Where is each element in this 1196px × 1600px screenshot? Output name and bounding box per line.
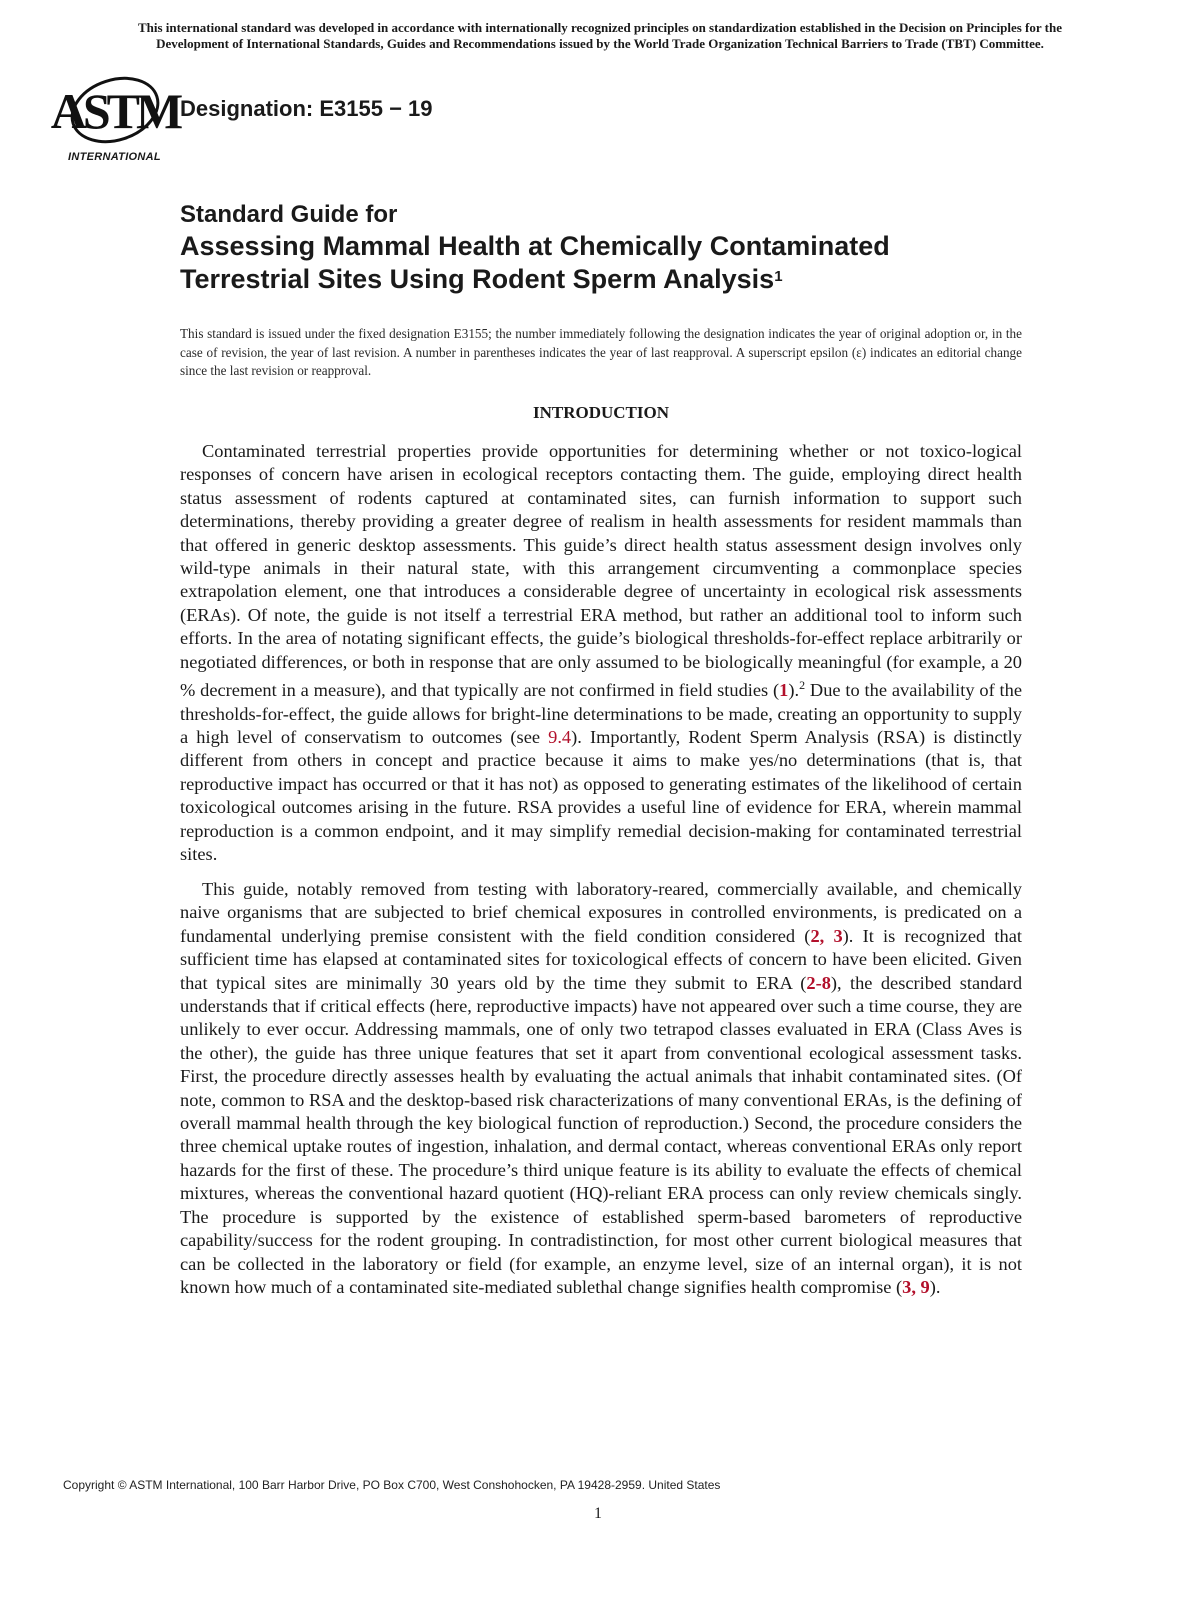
para1-text-2: ). <box>788 680 800 701</box>
para1-text-4: ). Importantly, Rodent Sperm Analysis (RSA) is distinctly different from others in concept and practice because it aims to make yes/no determinations (that is, that reproductive impact has occurred or that it has not) as opposed to generating estimates of the likelihood of certain toxicological outcomes arising in the future. RSA provides a useful line of evidence for ERA, wherein mammal reproduction is a common endpoint, and it may simplify remedial decision-making for contaminated terrestrial sites. <box>180 727 1022 865</box>
section-link-9-4[interactable]: 9.4 <box>548 727 572 747</box>
notice-line-2: Development of International Standards, Guides and Recommendations issued by the World Trade Organization Technical Barriers to Trade (TBT) Committee. <box>156 36 1044 51</box>
para1-text-1: Contaminated terrestrial properties provide opportunities for determining whether or not toxico-logical responses of concern have arisen in ecological receptors contacting them. The guide, employing direct health status assessment of rodents captured at contaminated sites, can furnish information to support such determinations, thereby providing a greater degree of realism in health assessments for resident mammals than that offered in generic desktop assessments. This guide’s direct health status assessment design involves only wild-type animals in their natural state, with this arrangement circumventing a commonplace species extrapolation element, one that introduces a considerable degree of uncertainty in ecological risk assessments (ERAs). Of note, the guide is not itself a terrestrial ERA method, but rather an additional tool to inform such efforts. In the area of notating significant effects, the guide’s biological thresholds-for-effect replace arbitrarily or negotiated differences, or both in response that are only assumed to be biologically meaningful (for example, a 20 % decrement in a measure), and that typically are not confirmed in field studies ( <box>180 441 1022 701</box>
para2-text-4: ). <box>929 1276 941 1297</box>
reference-link-1[interactable]: 1 <box>779 680 789 701</box>
logo-international-text: INTERNATIONAL <box>68 151 161 163</box>
para2-text-1: This guide, notably removed from testing with laboratory-reared, commercially available, and chemically naive organisms that are subjected to brief chemical exposures in controlled environments, is predicated on a fundamental underlying premise consistent with the field condition considered ( <box>180 879 1022 946</box>
para2-text-2: ). It is recognized that sufficient time has elapsed at contaminated sites for toxicological effects of concern to have been elicited. Given that typical sites are minimally 30 years old by the time they submit to ERA ( <box>180 925 1022 993</box>
title-line-3-text: Terrestrial Sites Using Rodent Sperm Analysis <box>180 264 775 294</box>
introduction-paragraph-2 <box>180 878 1022 1299</box>
designation: Designation: E3155 − 19 <box>180 96 433 121</box>
reference-link-2-3[interactable]: 2, 3 <box>810 925 843 946</box>
reference-link-3-9[interactable]: 3, 9 <box>902 1276 930 1297</box>
footnote-mark-2[interactable]: 2 <box>799 678 806 693</box>
para2-text-3: ), the described standard understands that if critical effects (here, reproductive impacts) have not appeared over such a time course, they are unlikely to ever occur. Addressing mammals, one of only two tetrapod classes evaluated in ERA (Class Aves is the other), the guide has three unique features that set it apart from conventional ecological assessment tasks. First, the procedure directly assesses health by evaluating the actual animals that inhabit contaminated sites. (Of note, common to RSA and the desktop-based risk characterizations of many conventional ERAs, is the defining of overall mammal health through the key biological function of reproduction.) Second, the procedure considers the three chemical uptake routes of ingestion, inhalation, and dermal contact, whereas conventional ERAs only report hazards for the first of these. The procedure’s third unique feature is its ability to evaluate the effects of chemical mixtures, whereas the conventional hazard quotient (HQ)-reliant ERA process can only review chemicals singly. The procedure is supported by the existence of established sperm-based barometers of reproductive capability/success for the rodent grouping. In contradistinction, for most other current biological measures that can be collected in the laboratory or field (for example, an enzyme level, size of an internal organ), it is not known how much of a contaminated site-mediated sublethal change signifies health compromise ( <box>180 972 1023 1297</box>
introduction-paragraph-1 <box>180 440 1022 866</box>
page-number: 1 <box>594 1505 602 1522</box>
document-title <box>180 200 890 296</box>
notice-line-1: This international standard was developed in accordance with internationally recognized principles on standardization established in the Decision on Principles for the <box>137 20 1062 35</box>
para1-text-3: Due to the availability of the thresholds-for-effect, the guide allows for bright-line determinations to be made, creating an opportunity to supply a high level of conservatism to outcomes (see <box>180 680 1023 747</box>
title-line-3 <box>180 263 890 296</box>
copyright-notice: Copyright © ASTM International, 100 Barr Harbor Drive, PO Box C700, West Conshohocken, PA 19428-2959. United States <box>63 1478 721 1492</box>
wto-notice <box>60 20 1140 52</box>
introduction-heading: INTRODUCTION <box>532 403 670 422</box>
title-line-1: Standard Guide for <box>180 201 398 228</box>
reference-link-2-8[interactable]: 2-8 <box>806 972 831 993</box>
title-footnote-mark[interactable]: 1 <box>774 268 783 285</box>
logo-letters: ASTM <box>50 83 180 139</box>
title-line-2: Assessing Mammal Health at Chemically Contaminated <box>180 231 890 261</box>
issue-note: This standard is issued under the fixed designation E3155; the number immediately following the designation indicates the year of original adoption or, in the case of revision, the year of last revision. A number in parentheses indicates the year of last reapproval. A superscript epsilon (ε) indicates an editorial change since the last revision or reapproval. <box>180 326 1022 378</box>
